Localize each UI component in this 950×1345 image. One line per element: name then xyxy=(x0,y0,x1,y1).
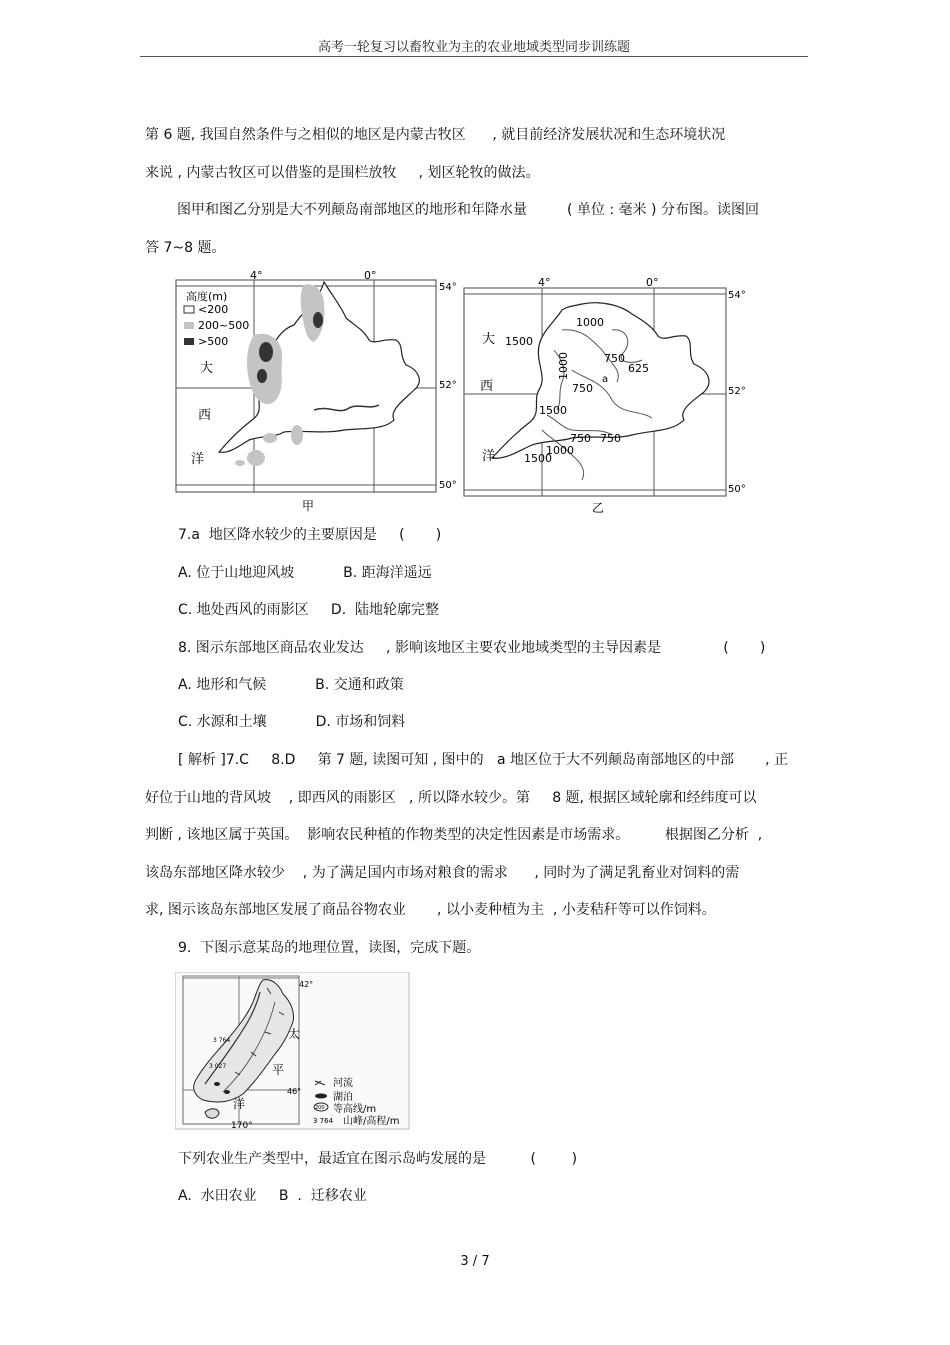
question-9: 9. 下图示意某岛的地理位置，读图，完成下题。 xyxy=(178,940,481,956)
legend-contour-value: 200 xyxy=(315,1105,325,1111)
analysis-line: 判断 , 该地区属于英国。 影响农民种植的作物类型的决定性因素是市场需求。 根据图乙分析 , xyxy=(145,827,763,843)
longitude-label: 170° xyxy=(231,1121,253,1130)
latitude-label: 54° xyxy=(439,282,457,293)
question-7: 7.a 地区降水较少的主要原因是 ( ) xyxy=(178,527,442,543)
question-9-stem: 下列农业生产类型中，最适宜在图示岛屿发展的是 ( ) xyxy=(178,1151,578,1167)
legend-label: 河流 xyxy=(333,1078,353,1089)
latitude-label: 42° xyxy=(299,980,314,989)
ocean-label: 洋 xyxy=(191,452,205,467)
text-line: 答 7~8 题。 xyxy=(145,240,226,256)
legend-label: <200 xyxy=(198,303,229,316)
ocean-label: 洋 xyxy=(233,1097,246,1111)
option-line: C. 地处西风的雨影区 D. 陆地轮廓完整 xyxy=(178,602,440,618)
option-line: A. 位于山地迎风坡 B. 距海洋遥远 xyxy=(178,565,432,581)
ocean-label: 平 xyxy=(272,1063,285,1077)
header-rule xyxy=(140,56,808,57)
ocean-label: 大 xyxy=(482,332,496,347)
legend-label: 等高线/m xyxy=(333,1104,377,1115)
latitude-label: 54° xyxy=(728,290,746,301)
option-line: A. 水田农业 B . 迁移农业 xyxy=(178,1188,367,1204)
ocean-label: 大 xyxy=(200,361,214,376)
latitude-label: 50° xyxy=(439,480,457,491)
question-8: 8. 图示东部地区商品农业发达 , 影响该地区主要农业地域类型的主导因素是 ( ) xyxy=(178,640,766,656)
longitude-label: 0° xyxy=(646,276,659,289)
figure-jia-terrain-map xyxy=(174,270,460,515)
isoline-value: 1000 xyxy=(576,316,604,329)
legend-title: 高度(m) xyxy=(186,290,228,303)
isoline-value: 750 xyxy=(570,432,591,445)
longitude-label: 4° xyxy=(538,276,551,289)
option-line: C. 水源和土壤 D. 市场和饲料 xyxy=(178,714,406,730)
latitude-label: 50° xyxy=(728,484,746,495)
ocean-label: 西 xyxy=(480,379,494,394)
option-line: A. 地形和气候 B. 交通和政策 xyxy=(178,677,404,693)
ocean-label: 太 xyxy=(288,1027,301,1041)
analysis-line: 求, 图示该岛东部地区发展了商品谷物农业 , 以小麦种植为主 , 小麦秸秆等可以作饲料。 xyxy=(145,902,716,918)
isoline-value: 1500 xyxy=(524,452,552,465)
latitude-label: 46° xyxy=(287,1087,302,1096)
analysis-line: 该岛东部地区降水较少 , 为了满足国内市场对粮食的需求 , 同时为了满足乳畜业对饲料的需 xyxy=(145,865,740,881)
page-number: 3 / 7 xyxy=(460,1254,490,1269)
peak-elevation: 3 027 xyxy=(209,1063,227,1070)
legend-label: 山峰/高程/m xyxy=(343,1116,400,1127)
figure-caption: 甲 xyxy=(302,499,315,513)
legend-label: 湖泊 xyxy=(333,1092,353,1103)
ocean-label: 洋 xyxy=(482,449,496,464)
peak-elevation: 3 764 xyxy=(213,1037,231,1044)
legend-peak-value: 3 764 xyxy=(313,1117,334,1125)
isoline-value: 750 xyxy=(600,432,621,445)
longitude-label: 0° xyxy=(364,270,377,282)
region-a-label: a xyxy=(602,374,609,385)
isoline-value: 625 xyxy=(628,362,649,375)
text-line: 第 6 题, 我国自然条件与之相似的地区是内蒙古牧区 , 就目前经济发展状况和生态环境状况 xyxy=(145,127,726,143)
figure-island-map xyxy=(175,972,410,1130)
analysis-line: 好位于山地的背风坡 , 即西风的雨影区 , 所以降水较少。第 8 题, 根据区域轮廓和经纬度可以 xyxy=(145,790,757,806)
text-line: 来说 , 内蒙古牧区可以借鉴的是围栏放牧 , 划区轮牧的做法。 xyxy=(145,165,540,181)
isoline-value: 750 xyxy=(572,382,593,395)
analysis-line: [ 解析 ]7.C 8.D 第 7 题, 读图可知 , 图中的 a 地区位于大不列颠岛南部地区的中部 , 正 xyxy=(178,752,789,768)
isoline-value: 750 xyxy=(604,352,625,365)
ocean-label: 西 xyxy=(198,408,212,423)
latitude-label: 52° xyxy=(728,386,746,397)
figure-yi-precipitation-map xyxy=(462,270,752,515)
page-header: 高考一轮复习以畜牧业为主的农业地域类型同步训练题 xyxy=(317,40,630,55)
isoline-value: 1000 xyxy=(546,444,574,457)
longitude-label: 4° xyxy=(250,270,263,282)
latitude-label: 52° xyxy=(439,380,457,391)
figure-caption: 乙 xyxy=(592,501,605,515)
text-line: 图甲和图乙分别是大不列颠岛南部地区的地形和年降水量 ( 单位 : 毫米 ) 分布图。读图回 xyxy=(177,202,759,218)
isoline-value: 1500 xyxy=(505,335,533,348)
legend-label: 200~500 xyxy=(198,319,250,332)
isoline-value: 1000 xyxy=(557,352,570,380)
legend-label: >500 xyxy=(198,335,229,348)
isoline-value: 1500 xyxy=(539,404,567,417)
